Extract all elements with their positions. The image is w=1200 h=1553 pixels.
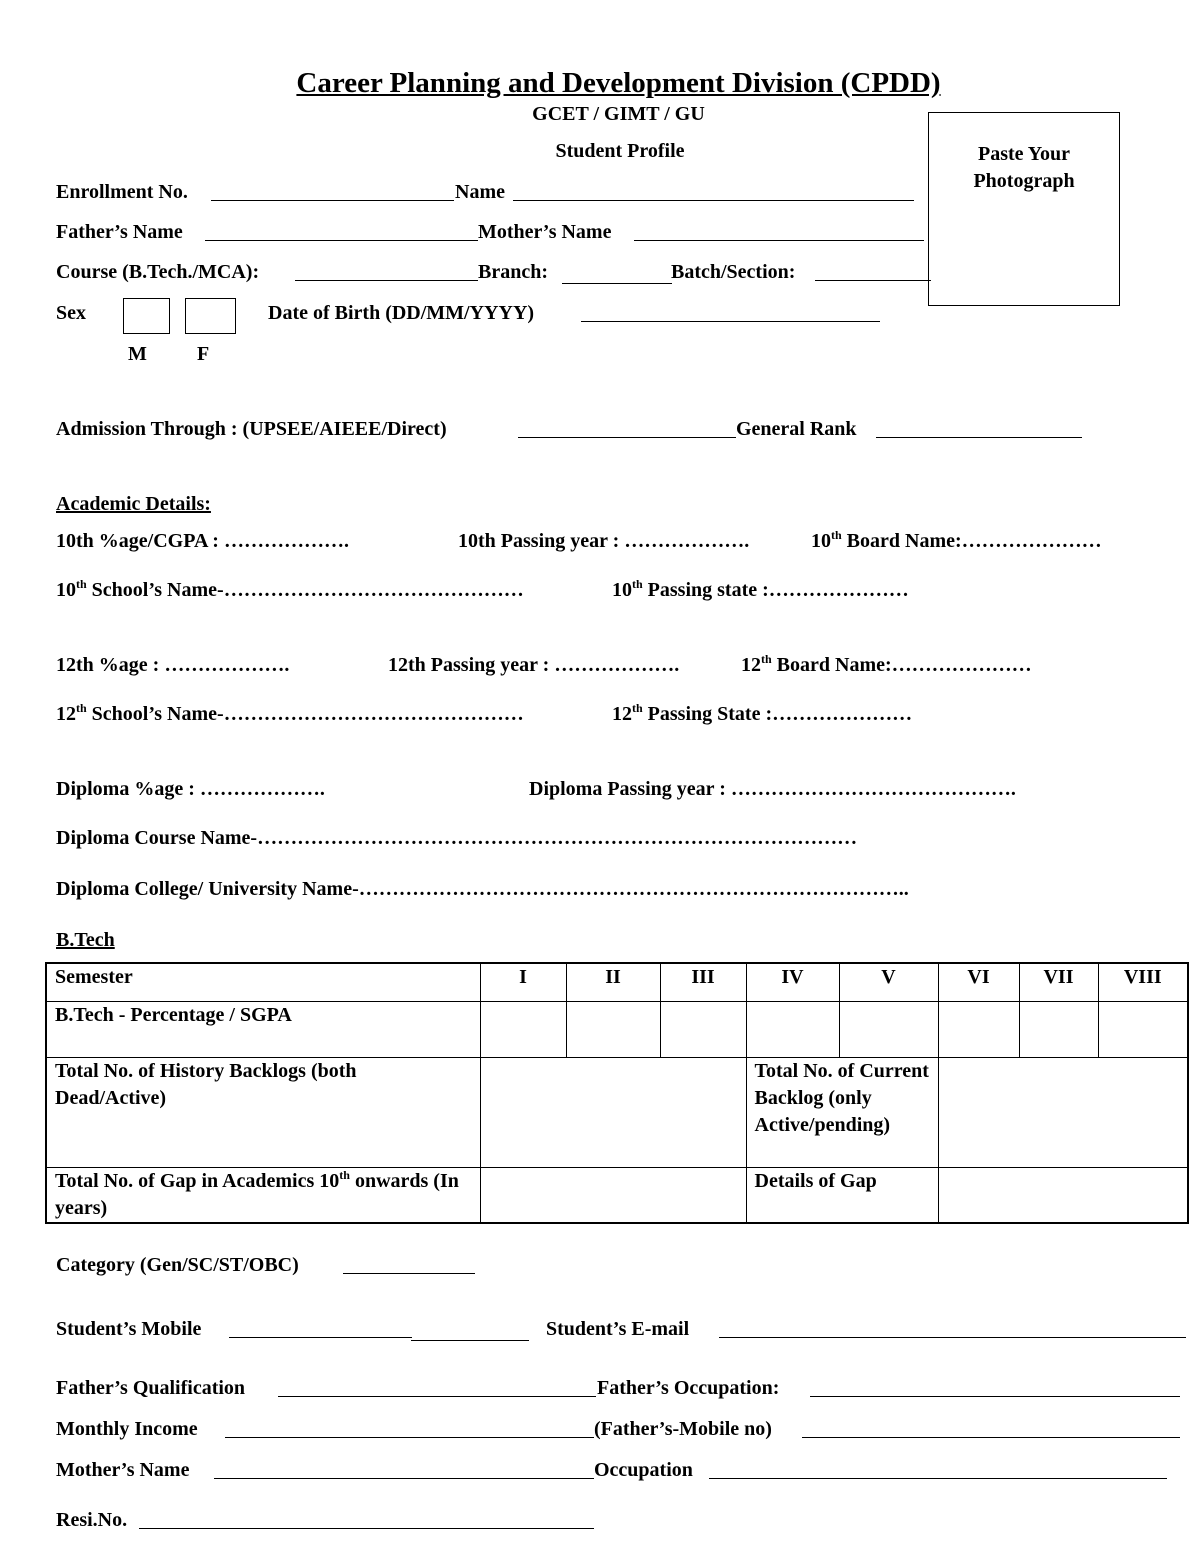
twelfth-board-pre: 12 <box>741 654 761 676</box>
semester-row <box>46 963 1188 1001</box>
name-field[interactable] <box>513 200 914 201</box>
sgpa-cell[interactable] <box>938 1001 1019 1057</box>
twelfth-board-name[interactable] <box>741 653 1032 677</box>
twelfth-board-sup: th <box>761 652 772 666</box>
enrollment-label: Enrollment No. <box>56 181 188 203</box>
twelfth-passing-year[interactable]: 12th Passing year : ………………. <box>388 654 680 676</box>
tenth-passing-year[interactable]: 10th Passing year : ………………. <box>458 530 750 552</box>
tenth-school-post: School’s Name-……………………………………… <box>86 579 524 601</box>
gap-details-cell[interactable] <box>938 1167 1188 1223</box>
batch-label: Batch/Section: <box>671 261 796 283</box>
photo-box-label: Paste Your Photograph <box>973 143 1075 192</box>
sgpa-cell[interactable] <box>1098 1001 1188 1057</box>
sgpa-cell[interactable] <box>566 1001 660 1057</box>
tenth-board-name[interactable] <box>811 529 1102 553</box>
father-occupation-field[interactable] <box>810 1396 1180 1397</box>
father-mobile-label: (Father’s-Mobile no) <box>594 1418 772 1440</box>
semester-header: V <box>839 963 938 1001</box>
category-field[interactable] <box>343 1273 475 1274</box>
father-name-label: Father’s Name <box>56 221 183 243</box>
sex-female-checkbox[interactable] <box>185 298 236 334</box>
institutes-line: GCET / GIMT / GU <box>532 103 705 125</box>
form-title: Career Planning and Development Division (CPDD) <box>296 67 941 99</box>
resi-no-label: Resi.No. <box>56 1509 128 1531</box>
branch-field[interactable] <box>562 283 672 284</box>
twelfth-school-name[interactable] <box>56 702 524 726</box>
sgpa-cell[interactable] <box>660 1001 746 1057</box>
diploma-passing-year[interactable]: Diploma Passing year : ……………………………………. <box>529 778 1016 800</box>
father-qualification-label: Father’s Qualification <box>56 1377 246 1399</box>
tenth-school-pre: 10 <box>56 579 76 601</box>
general-rank-field[interactable] <box>876 437 1082 438</box>
sex-male-label: M <box>128 343 147 365</box>
tenth-board-post: Board Name:………………… <box>841 530 1102 552</box>
father-qualification-field[interactable] <box>278 1396 596 1397</box>
tenth-state-sup: th <box>632 577 643 591</box>
tenth-state-pre: 10 <box>612 579 632 601</box>
tenth-school-sup: th <box>76 577 87 591</box>
diploma-percentage[interactable]: Diploma %age : ………………. <box>56 778 325 800</box>
admission-field[interactable] <box>518 437 736 438</box>
gap-label <box>46 1167 480 1223</box>
tenth-state-post: Passing state :………………… <box>642 579 909 601</box>
sex-female-label: F <box>197 343 210 365</box>
twelfth-passing-state[interactable] <box>612 702 912 726</box>
mother-name-label-2: Mother’s Name <box>56 1459 190 1481</box>
branch-label: Branch: <box>478 261 548 283</box>
current-backlog-label: Total No. of Current Backlog (only Active/pending) <box>746 1057 938 1167</box>
mobile-field-extension[interactable] <box>411 1340 529 1341</box>
percentage-label: B.Tech - Percentage / SGPA <box>46 1001 480 1057</box>
twelfth-percentage[interactable]: 12th %age : ………………. <box>56 654 290 676</box>
category-label: Category (Gen/SC/ST/OBC) <box>56 1254 299 1276</box>
gap-row <box>46 1167 1188 1223</box>
mother-name-label: Mother’s Name <box>478 221 612 243</box>
tenth-board-pre: 10 <box>811 530 831 552</box>
resi-no-field[interactable] <box>139 1528 594 1529</box>
gap-label-post: onwards (In years) <box>55 1169 459 1219</box>
sex-label: Sex <box>56 302 86 324</box>
tenth-board-sup: th <box>831 528 842 542</box>
mother-occupation-field[interactable] <box>709 1478 1167 1479</box>
sgpa-cell[interactable] <box>480 1001 566 1057</box>
diploma-course-name[interactable]: Diploma Course Name-……………………………………………………………………………… <box>56 827 858 849</box>
academic-heading: Academic Details: <box>56 493 211 515</box>
twelfth-school-post: School’s Name-……………………………………… <box>86 703 524 725</box>
monthly-income-field[interactable] <box>225 1437 594 1438</box>
gap-details-label: Details of Gap <box>746 1167 938 1223</box>
gap-label-pre: Total No. of Gap in Academics 10 <box>55 1169 340 1192</box>
father-mobile-field[interactable] <box>802 1437 1180 1438</box>
semester-header: IV <box>746 963 839 1001</box>
admission-label: Admission Through : (UPSEE/AIEEE/Direct) <box>56 418 447 440</box>
sgpa-cell[interactable] <box>746 1001 839 1057</box>
current-backlog-cell[interactable] <box>938 1057 1188 1167</box>
course-label: Course (B.Tech./MCA): <box>56 261 260 283</box>
gap-label-sup: th <box>339 1167 350 1182</box>
btech-table <box>45 962 1189 1224</box>
sex-male-checkbox[interactable] <box>123 298 170 334</box>
gap-years-cell[interactable] <box>480 1167 746 1223</box>
semester-label: Semester <box>46 963 480 1001</box>
father-name-field[interactable] <box>205 240 478 241</box>
twelfth-state-post: Passing State :………………… <box>642 703 913 725</box>
email-label: Student’s E-mail <box>546 1318 690 1340</box>
tenth-percentage[interactable]: 10th %age/CGPA : ………………. <box>56 530 349 552</box>
diploma-college-name[interactable]: Diploma College/ University Name-……………………………………………………………………….. <box>56 878 909 900</box>
percentage-row <box>46 1001 1188 1057</box>
twelfth-state-sup: th <box>632 701 643 715</box>
semester-header: VII <box>1019 963 1098 1001</box>
btech-heading: B.Tech <box>56 929 115 951</box>
dob-field[interactable] <box>581 321 880 322</box>
twelfth-school-pre: 12 <box>56 703 76 725</box>
semester-header: II <box>566 963 660 1001</box>
sgpa-cell[interactable] <box>839 1001 938 1057</box>
sgpa-cell[interactable] <box>1019 1001 1098 1057</box>
enrollment-field[interactable] <box>211 200 454 201</box>
tenth-passing-state[interactable] <box>612 578 909 602</box>
twelfth-state-pre: 12 <box>612 703 632 725</box>
dob-label: Date of Birth (DD/MM/YYYY) <box>268 302 535 324</box>
form-name: Student Profile <box>555 140 685 162</box>
email-field[interactable] <box>719 1337 1186 1338</box>
mother-occupation-label: Occupation <box>594 1459 693 1481</box>
semester-header: III <box>660 963 746 1001</box>
batch-field[interactable] <box>815 280 931 281</box>
backlog-row <box>46 1057 1188 1167</box>
course-field[interactable] <box>295 280 478 281</box>
general-rank-label: General Rank <box>736 418 857 440</box>
semester-header: I <box>480 963 566 1001</box>
twelfth-school-sup: th <box>76 701 87 715</box>
semester-header: VIII <box>1098 963 1188 1001</box>
tenth-school-name[interactable] <box>56 578 524 602</box>
history-backlogs-label: Total No. of History Backlogs (both Dead/Active) <box>46 1057 480 1167</box>
photo-box[interactable] <box>928 112 1120 306</box>
semester-header: VI <box>938 963 1019 1001</box>
history-backlogs-cell[interactable] <box>480 1057 746 1167</box>
monthly-income-label: Monthly Income <box>56 1418 198 1440</box>
mobile-label: Student’s Mobile <box>56 1318 202 1340</box>
mobile-field[interactable] <box>229 1337 412 1338</box>
mother-name-field[interactable] <box>634 240 924 241</box>
mother-name-field-2[interactable] <box>214 1478 594 1479</box>
name-label: Name <box>455 181 505 203</box>
twelfth-board-post: Board Name:………………… <box>771 654 1032 676</box>
father-occupation-label: Father’s Occupation: <box>597 1377 780 1399</box>
